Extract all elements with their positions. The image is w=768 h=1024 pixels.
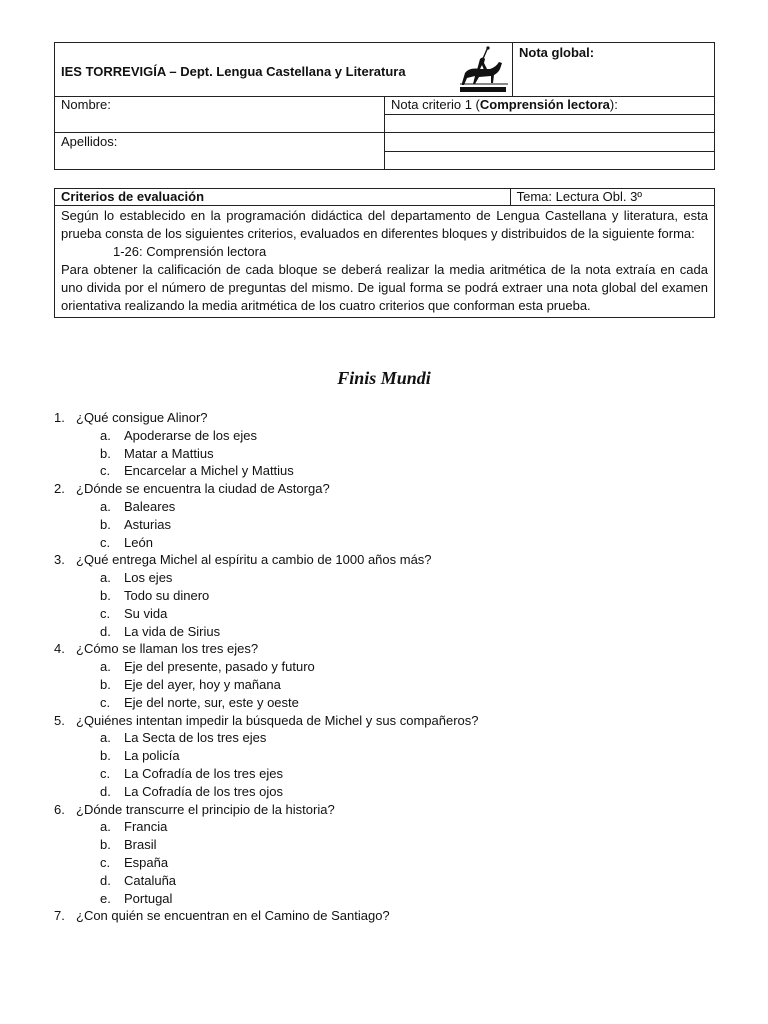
- question-item: [54, 409, 714, 480]
- answer-option[interactable]: [54, 605, 714, 623]
- option-letter: a.: [100, 659, 111, 675]
- option-text: España: [124, 854, 169, 870]
- school-name: IES TORREVIGÍA – Dept. Lengua Castellana y Literatura: [61, 64, 406, 79]
- option-text: Todo su dinero: [124, 587, 210, 603]
- reading-title: Finis Mundi: [337, 368, 431, 388]
- apellidos-label: Apellidos:: [61, 134, 118, 149]
- nota-criterio-blank-1[interactable]: [385, 115, 715, 133]
- option-letter: b.: [100, 676, 111, 692]
- answer-options: [54, 427, 714, 480]
- nota-criterio-blank-3[interactable]: [385, 152, 715, 170]
- question-item: [54, 480, 714, 551]
- option-text: La Secta de los tres ejes: [124, 730, 267, 746]
- answer-option[interactable]: [54, 676, 714, 694]
- criteria-heading-cell: [55, 189, 511, 206]
- answer-option[interactable]: [54, 729, 714, 747]
- apellidos-field[interactable]: [55, 133, 385, 170]
- criteria-body: [55, 206, 715, 318]
- answer-option[interactable]: [54, 445, 714, 463]
- option-letter: d.: [100, 872, 111, 888]
- question-number: 5.: [54, 712, 65, 728]
- answer-option[interactable]: [54, 783, 714, 801]
- question-number: 1.: [54, 410, 65, 425]
- answer-option[interactable]: [54, 498, 714, 516]
- option-text: Brasil: [124, 837, 157, 853]
- option-letter: c.: [100, 605, 111, 621]
- option-text: Eje del presente, pasado y futuro: [124, 659, 315, 675]
- option-letter: b.: [100, 748, 111, 764]
- answer-options: [54, 729, 714, 800]
- answer-options: [54, 658, 714, 711]
- nombre-field[interactable]: [55, 97, 385, 133]
- nota-criterio-bold: Comprensión lectora: [479, 97, 610, 112]
- option-letter: c.: [100, 854, 111, 870]
- answer-options: [54, 818, 714, 907]
- nota-global-label: Nota global:: [519, 45, 595, 60]
- answer-option[interactable]: [54, 694, 714, 712]
- option-letter: a.: [100, 498, 111, 514]
- nota-criterio-prefix: Nota criterio 1 (: [391, 97, 480, 112]
- option-text: La Cofradía de los tres ejes: [124, 765, 283, 781]
- question-number: 3.: [54, 552, 65, 568]
- question-number: 7.: [54, 908, 65, 924]
- nota-criterio-suffix: ):: [609, 97, 618, 112]
- question-text: [54, 480, 714, 498]
- option-text: Asturias: [124, 516, 171, 532]
- answer-option[interactable]: [54, 462, 714, 480]
- option-text: Cataluña: [124, 872, 177, 888]
- nota-criterio-blank-2[interactable]: [385, 133, 715, 152]
- option-letter: d.: [100, 623, 111, 639]
- answer-option[interactable]: [54, 765, 714, 783]
- option-letter: c.: [100, 463, 111, 479]
- option-text: La vida de Sirius: [124, 623, 221, 639]
- answer-options: [54, 569, 714, 640]
- option-letter: a.: [100, 427, 111, 443]
- question-text: [54, 640, 714, 658]
- question-number: 2.: [54, 481, 65, 497]
- question-item: [54, 801, 714, 908]
- school-cell: [55, 43, 513, 97]
- criteria-paragraph-1: Según lo establecido en la programación didáctica del departamento de Lengua Castellana y literatura, esta prueba consta de los siguientes criterios, evaluados en diferentes bloques y distribuidos de la siguiente forma:: [61, 208, 708, 241]
- answer-option[interactable]: [54, 872, 714, 890]
- question-label: ¿Quiénes intentan impedir la búsqueda de Michel y sus compañeros?: [76, 712, 479, 728]
- option-text: Francia: [124, 819, 168, 835]
- question-label: ¿Dónde transcurre el principio de la historia?: [76, 801, 335, 817]
- answer-option[interactable]: [54, 836, 714, 854]
- quixote-horseman-logo: [456, 45, 511, 95]
- option-letter: d.: [100, 783, 111, 799]
- question-number: 6.: [54, 801, 65, 817]
- option-text: Los ejes: [124, 570, 173, 586]
- option-text: Apoderarse de los ejes: [124, 427, 257, 443]
- answer-option[interactable]: [54, 516, 714, 534]
- option-letter: a.: [100, 730, 111, 746]
- criteria-item: 1-26: Comprensión lectora: [113, 244, 267, 259]
- answer-option[interactable]: [54, 747, 714, 765]
- question-label: ¿Cómo se llaman los tres ejes?: [76, 641, 259, 657]
- nota-global-cell[interactable]: [513, 43, 715, 97]
- option-letter: c.: [100, 694, 111, 710]
- question-item: [54, 640, 714, 711]
- option-text: Portugal: [124, 890, 173, 906]
- tema-label: Tema: Lectura Obl. 3º: [516, 189, 643, 204]
- criteria-paragraph-2: Para obtener la calificación de cada bloque se deberá realizar la media aritmética de la nota extraía en cada uno divida por el número de preguntas del mismo. De igual forma se podrá extraer una nota global del examen orientativa realizando la media aritmética de los cuatro criterios que conforman esta prueba.: [61, 262, 708, 313]
- answer-option[interactable]: [54, 587, 714, 605]
- question-list: [54, 409, 714, 925]
- question-item: [54, 712, 714, 801]
- option-letter: c.: [100, 534, 111, 550]
- answer-options: [54, 498, 714, 551]
- option-text: La policía: [124, 748, 180, 764]
- question-label: ¿Qué entrega Michel al espíritu a cambio de 1000 años más?: [76, 552, 432, 568]
- criteria-heading: Criterios de evaluación: [61, 189, 205, 204]
- question-text: [54, 801, 714, 819]
- answer-option[interactable]: [54, 427, 714, 445]
- question-text: [54, 712, 714, 730]
- criteria-table: [54, 188, 715, 318]
- answer-option[interactable]: [54, 818, 714, 836]
- option-text: León: [124, 534, 153, 550]
- answer-option[interactable]: [54, 854, 714, 872]
- option-text: Eje del norte, sur, este y oeste: [124, 694, 299, 710]
- option-letter: a.: [100, 819, 111, 835]
- answer-option[interactable]: [54, 890, 714, 908]
- option-text: Matar a Mattius: [124, 445, 214, 461]
- tema-cell: [510, 189, 714, 206]
- question-text: [54, 907, 714, 925]
- question-number: 4.: [54, 641, 65, 657]
- question-text: [54, 551, 714, 569]
- nota-criterio-cell: [385, 97, 715, 115]
- option-letter: b.: [100, 837, 111, 853]
- option-text: Su vida: [124, 605, 168, 621]
- option-letter: b.: [100, 516, 111, 532]
- answer-option[interactable]: [54, 658, 714, 676]
- question-label: ¿Con quién se encuentran en el Camino de Santiago?: [76, 908, 390, 924]
- option-text: Encarcelar a Michel y Mattius: [124, 463, 294, 479]
- header-table: [54, 42, 715, 170]
- option-letter: c.: [100, 765, 111, 781]
- option-letter: b.: [100, 587, 111, 603]
- question-label: ¿Qué consigue Alinor?: [76, 410, 208, 425]
- answer-option[interactable]: [54, 623, 714, 641]
- option-letter: b.: [100, 445, 111, 461]
- option-letter: a.: [100, 570, 111, 586]
- question-text: [54, 409, 714, 427]
- option-text: Baleares: [124, 498, 176, 514]
- answer-option[interactable]: [54, 534, 714, 552]
- nombre-label: Nombre:: [61, 97, 111, 112]
- question-item: [54, 907, 714, 925]
- answer-option[interactable]: [54, 569, 714, 587]
- question-item: [54, 551, 714, 640]
- option-text: La Cofradía de los tres ojos: [124, 783, 283, 799]
- option-letter: e.: [100, 890, 111, 906]
- question-label: ¿Dónde se encuentra la ciudad de Astorga?: [76, 481, 330, 497]
- option-text: Eje del ayer, hoy y mañana: [124, 676, 281, 692]
